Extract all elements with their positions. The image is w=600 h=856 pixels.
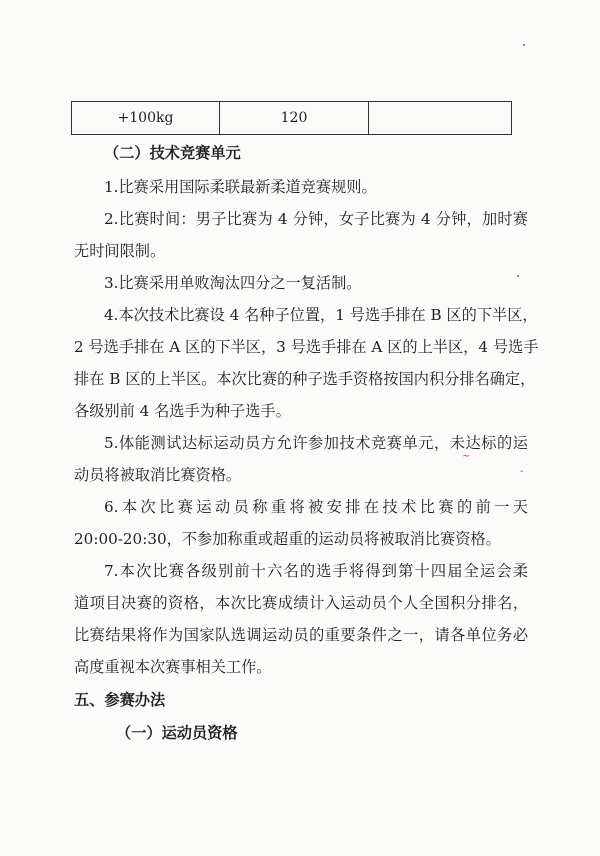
scan-speck <box>523 44 525 46</box>
ink-mark: ~ <box>462 451 471 462</box>
section-five-heading: 五、参赛办法 <box>74 691 166 709</box>
rule-5-line-1: 5.体能测试达标运动员方允许参加技术竞赛单元，未达标的运 <box>104 434 528 452</box>
weight-class-table <box>71 101 512 135</box>
rule-7-line-4: 高度重视本次赛事相关工作。 <box>74 658 272 676</box>
rule-2-line-2: 无时间限制。 <box>74 242 166 260</box>
rule-6-line-1: 6.本次比赛运动员称重将被安排在技术比赛的前一天 <box>104 498 528 516</box>
table-row <box>72 102 512 135</box>
empty-cell <box>369 102 512 135</box>
rule-3: 3.比赛采用单败淘汰四分之一复活制。 <box>104 274 362 292</box>
weight-class-cell: +100kg <box>72 102 220 135</box>
quota-cell: 120 <box>220 102 369 135</box>
rule-4-line-2: 2 号选手排在 A 区的下半区，3 号选手排在 A 区的上半区，4 号选手 <box>74 338 539 356</box>
rule-4-line-3: 排在 B 区的上半区。本次比赛的种子选手资格按国内积分排名确定， <box>74 370 536 388</box>
ink-mark: - <box>520 466 524 477</box>
athlete-qualification-heading: （一）运动员资格 <box>116 724 238 742</box>
rule-7-line-3: 比赛结果将作为国家队选调运动员的重要条件之一，请各单位务必 <box>74 626 528 644</box>
rule-2-line-1: 2.比赛时间：男子比赛为 4 分钟，女子比赛为 4 分钟，加时赛 <box>104 210 528 228</box>
scan-speck <box>517 275 519 277</box>
rule-5-line-2: 动员将被取消比赛资格。 <box>74 466 242 484</box>
rule-7-line-2: 道项目决赛的资格，本次比赛成绩计入运动员个人全国积分排名， <box>74 594 528 612</box>
rule-4-line-1: 4.本次技术比赛设 4 名种子位置，1 号选手排在 B 区的下半区， <box>104 306 538 324</box>
rule-7-line-1: 7.本次比赛各级别前十六名的选手将得到第十四届全运会柔 <box>104 562 528 580</box>
tech-competition-heading: （二）技术竞赛单元 <box>104 144 241 162</box>
rule-1: 1.比赛采用国际柔联最新柔道竞赛规则。 <box>104 178 377 196</box>
rule-4-line-4: 各级别前 4 名选手为种子选手。 <box>74 402 291 420</box>
rule-6-line-2: 20:00-20:30，不参加称重或超重的运动员将被取消比赛资格。 <box>74 530 501 548</box>
